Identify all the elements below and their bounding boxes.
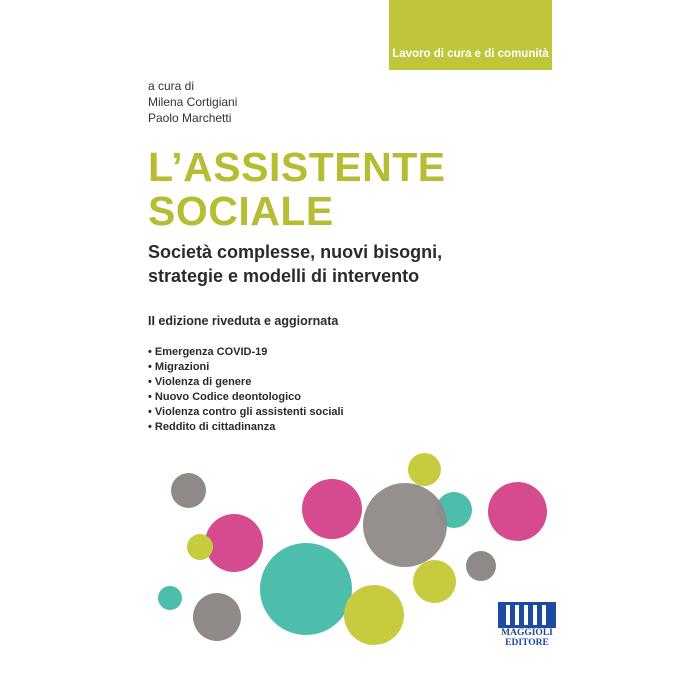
decorative-circle xyxy=(466,551,496,581)
publisher-name: EDITORE xyxy=(505,638,549,648)
editor-name: Paolo Marchetti xyxy=(148,111,232,125)
list-item: • Reddito di cittadinanza xyxy=(148,420,344,435)
decorative-circle xyxy=(302,479,362,539)
decorative-circle xyxy=(344,585,404,645)
decorative-circle xyxy=(408,453,441,486)
list-item: • Violenza di genere xyxy=(148,375,344,390)
book-subtitle xyxy=(148,240,478,288)
title-line: SOCIALE xyxy=(148,188,334,234)
list-item: • Migrazioni xyxy=(148,360,344,375)
editors-block xyxy=(148,78,237,126)
editors-intro: a cura di xyxy=(148,79,195,93)
decorative-circle xyxy=(363,483,447,567)
decorative-circle xyxy=(205,514,263,572)
decorative-circle xyxy=(193,593,241,641)
list-item: • Violenza contro gli assistenti sociali xyxy=(148,405,344,420)
series-band xyxy=(389,0,552,70)
decorative-circle xyxy=(187,534,213,560)
editor-name: Milena Cortigiani xyxy=(148,95,238,109)
book-title xyxy=(148,145,478,233)
decorative-circle xyxy=(413,560,456,603)
publisher-name: MAGGIOLI xyxy=(501,628,553,638)
decorative-circle xyxy=(171,473,206,508)
decorative-circle xyxy=(158,586,182,610)
decorative-circle xyxy=(488,482,547,541)
edition-note: II edizione riveduta e aggiornata xyxy=(148,314,339,328)
publisher-logo xyxy=(498,602,556,648)
topics-list xyxy=(148,345,344,435)
title-line: L’ASSISTENTE xyxy=(148,144,446,190)
publisher-logo-icon xyxy=(498,602,556,628)
series-label: Lavoro di cura e di comunità xyxy=(392,48,549,60)
list-item: • Nuovo Codice deontologico xyxy=(148,390,344,405)
subtitle-line: strategie e modelli di intervento xyxy=(148,266,420,286)
subtitle-line: Società complesse, nuovi bisogni, xyxy=(148,242,443,262)
decorative-circle xyxy=(260,543,352,635)
list-item: • Emergenza COVID-19 xyxy=(148,345,344,360)
